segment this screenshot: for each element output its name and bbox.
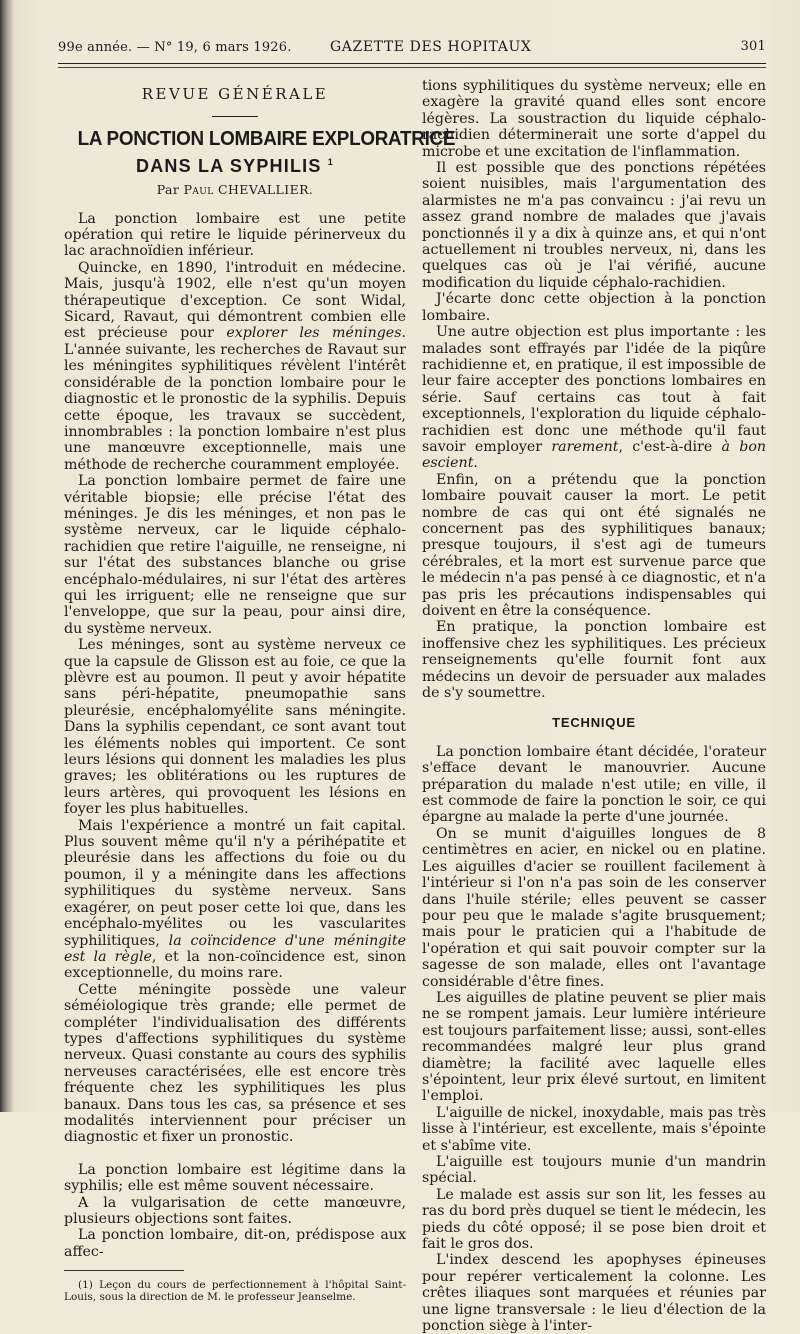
article-subtitle: [64, 154, 406, 174]
right-column: [422, 78, 766, 1334]
author-last-name: CHEVALLIER.: [218, 182, 314, 198]
title-divider: [212, 116, 258, 117]
journal-title: GAZETTE DES HOPITAUX: [330, 39, 532, 55]
emphasis: explorer les méninges: [226, 325, 402, 342]
paragraph: tions syphilitiques du système nerveux; elle en exagère la gravité quand elles sont encore légères. La soustraction du liquide céphalo-rachidien déterminerait une sorte d'appel du microbe et une excitation de l'inflammation.: [422, 78, 766, 160]
header-rule: [58, 63, 766, 64]
paragraph-text: Mais l'expérience a montré un fait capital. Plus souvent même qu'il n'y a périhépatite et pleurésie dans les affections du foie ou du poumon, il y a méningite dans les affections syphilitiques du système nerveux. Sans exagérer, on peut poser cette loi que, dans les encéphalo-myélites ou les vascularites syphilitiques,: [64, 817, 406, 949]
paragraph: L'aiguille est toujours munie d'un mandrin spécial.: [422, 1154, 766, 1187]
paragraph: Le malade est assis sur son lit, les fesses au ras du bord près duquel se tient le médecin, les pieds du côté opposé; il se pose bien droit et fait le gros dos.: [422, 1186, 766, 1253]
left-column: [64, 78, 456, 1304]
paragraph: L'aiguille de nickel, inoxydable, mais pas très lisse à l'intérieur, est excellente, mais s'épointe et s'abîme vite.: [422, 1104, 766, 1154]
footnote: (1) Leçon du cours de perfectionnement à l'hôpital Saint-Louis, sous la direction de M. le professeur Jeanselme.: [64, 1279, 406, 1304]
paragraph: Il est possible que des ponctions répétées soient nuisibles, mais l'argumentation des alarmistes ne m'a pas convaincu : j'ai revu un assez grand nombre de malades que j'avais ponctionnés il y a dix à quinze ans, et qui n'ont actuellement ni troubles nerveux, ni, dans les quelques cas où je l'ai vérifié, aucune modification du liquide céphalo-rachidien.: [422, 160, 766, 291]
author-first-name: Paul: [183, 182, 214, 198]
emphasis: la coïncidence d'une méningite est la règle: [64, 932, 406, 965]
byline-prefix: Par: [156, 182, 180, 198]
paragraph: Les aiguilles de platine peuvent se plier mais ne se rompent jamais. Leur lumière intérieure est toujours parfaitement lisse; aussi, sont-elles recommandées malgré leur plus grand diamètre; la facilité avec laquelle elles s'épointent, leur prix élevé surtout, en limitent l'emploi.: [422, 989, 766, 1105]
section-heading: TECHNIQUE: [552, 715, 636, 731]
paragraph: Les méninges, sont au système nerveux ce que la capsule de Glisson est au foie, ce que la plèvre est au poumon. Il peut y avoir hépatite sans péri-hépatite, pneumopathie sans pleurésie, encéphalomyélite sans méningite. Dans la syphilis cependant, ce sont avant tout les éléments nobles qui importent. Ce sont leurs lésions qui donnent les maladies les plus graves; les oblitérations ou les ruptures de leurs artères, qui provoquent les lésions en foyer les plus habituelles.: [64, 637, 406, 818]
paragraph: En pratique, la ponction lombaire est inoffensive chez les syphilitiques. Les précieux renseignements qu'elle fournit font aux médecins un devoir de persuader aux malades de s'y soumettre.: [422, 619, 766, 702]
paragraph: [64, 260, 406, 473]
paragraph: Cette méningite possède une valeur séméiologique très grande; elle permet de compléter l'individualisation des différents types d'affections syphilitiques du système nerveux. Quasi constante au cours des syphilis nerveuses caractérisées, elle est encore très fréquente chez les syphilitiques les plus banaux. Dans tous les cas, sa présence et ses modalités interviennent pour préciser un diagnostic et fixer un pronostic.: [64, 981, 406, 1146]
byline: [64, 182, 406, 198]
paragraph: A la vulgarisation de cette manœuvre, plusieurs objections sont faites.: [64, 1194, 406, 1227]
paragraph: L'index descend les apophyses épineuses pour repérer verticalement la colonne. Les crêtes iliaques sont marquées et réunies par une ligne transversale : le lieu d'élection de la ponction siège à l'inter-: [422, 1252, 766, 1334]
paragraph-text: Une autre objection est plus importante : les malades sont effrayés par l'idée de la piqûre rachidienne et, en pratique, il est impossible de leur faire accepter des ponctions lombaires en série. Sauf certains cas tout à fait exceptionnels, l'exploration du liquide céphalo-rachidien est donc une méthode qu'il faut savoir employer: [422, 324, 766, 455]
footnote-marker: 1: [327, 156, 334, 167]
emphasis: rarement: [551, 438, 619, 455]
paragraph-text: Quincke, en 1890, l'introduit en médecine. Mais, jusqu'à 1902, elle n'est qu'un moyen thérapeutique d'exception. Ce sont Widal, Sicard, Ravaut, qui démontrent combien elle est précieuse pour: [64, 259, 406, 342]
header-rule-thin: [58, 67, 766, 68]
paragraph: [422, 324, 766, 472]
section-label: REVUE GÉNÉRALE: [141, 85, 329, 103]
article-subtitle-text: DANS LA SYPHILIS: [136, 155, 322, 176]
issue-line: 99e année. — N° 19, 6 mars 1926.: [58, 40, 292, 55]
emphasis: à bon escient: [422, 438, 767, 472]
paragraph: On se munit d'aiguilles longues de 8 centimètres en acier, en nickel ou en platine. Les aiguilles d'acier se rouillent facilement à l'intérieur si l'on n'a pas soin de les conserver dans l'huile stérile; elles peuvent se casser pour peu que le malade s'agite brusquement; mais pour le praticien qui a l'habitude de l'opération et qui sait pouvoir compter sur la sagesse de son malade, elles ont l'avantage considérable d'être fines.: [422, 825, 766, 990]
paragraph: La ponction lombaire est une petite opération qui retire le liquide périnerveux du lac arachnoïdien inférieur.: [64, 210, 406, 260]
paragraph: La ponction lombaire étant décidée, l'orateur s'efface devant le manouvrier. Aucune préparation du malade n'est utile; en ville, il est commode de faire la ponction le soir, ce qui épargne au malade la perte d'une journée.: [422, 743, 766, 826]
paragraph-text: .: [473, 455, 478, 472]
paragraph: La ponction lombaire est légitime dans la syphilis; elle est même souvent nécessaire.: [64, 1161, 406, 1195]
paragraph: La ponction lombaire permet de faire une véritable biopsie; elle précise l'état des méninges. Je dis les méninges, et non pas le système nerveux, car le liquide céphalo-rachidien que retire l'aiguille, ne renseigne, ni sur l'état des substances blanche ou grise encéphalo-médulaires, ni sur l'état des artères qui les irriguent; elle ne renseigne que sur l'enveloppe, que sur la peau, pour ainsi dire, du système nerveux.: [64, 473, 406, 637]
paragraph: [64, 818, 406, 982]
spacer: [64, 1146, 406, 1162]
paragraph-text: , et la non-coïncidence est, sinon exceptionnelle, du moins rare.: [64, 948, 407, 982]
footnote-rule: [64, 1270, 184, 1271]
paragraph: J'écarte donc cette objection à la ponction lombaire.: [422, 291, 766, 324]
paragraph: La ponction lombaire, dit-on, prédispose aux affec-: [64, 1227, 406, 1260]
page-number: 301: [740, 39, 766, 54]
paragraph: Enfin, on a prétendu que la ponction lombaire pouvait causer la mort. Le petit nombre de cas qui ont été signalés ne concernent pas des syphilitiques banaux; presque toujours, il s'est agi de tumeurs cérébrales, et la mort est survenue parce que le médecin n'a pas pensé à ce diagnostic, et n'a pas pris les précautions indispensables qui doivent en être la conséquence.: [422, 471, 766, 619]
article-title: LA PONCTION LOMBAIRE EXPLORATRICE: [77, 127, 456, 151]
paragraph-text: . L'année suivante, les recherches de Ravaut sur les méningites syphilitiques révèlent l'intérêt considérable de la ponction lombaire pour le diagnostic et le pronostic de la syphilis. Depuis cette époque, les travaux se succèdent, innombrables : la ponction lombaire n'est plus une manœuvre exceptionnelle, mais une méthode de recherche couramment employée.: [64, 325, 406, 473]
paragraph-text: , c'est-à-dire: [618, 438, 722, 455]
page-header: [58, 38, 770, 60]
